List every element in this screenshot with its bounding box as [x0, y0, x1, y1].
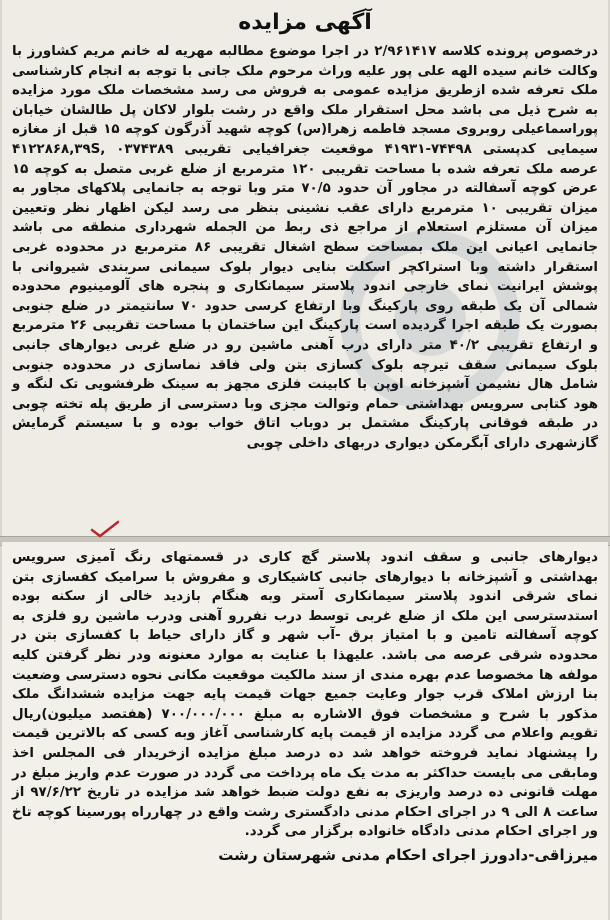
notice-body-top: [12, 42, 598, 453]
signature-line: میرزاقی-دادورز اجرای احکام مدنی شهرستان رشت: [218, 845, 598, 864]
newspaper-clip-bottom: [2, 542, 608, 920]
newspaper-clip-top: [2, 0, 608, 538]
notice-body-bottom: [12, 548, 598, 842]
notice-title: آگهی مزایده: [238, 10, 372, 35]
bottom-paragraph: دیوارهای جانبی و سقف اندود پلاستر گچ کاری در قسمتهای رنگ آمیزی سرویس بهداشتی و آشپزخانه با دیوارهای جانبی کاشیکاری و مفروش با سرامیک کفسازی بتن نمای شرقی اندود پلاستر سیمانکاری آستر وبه هنگام بازدید خالی از سکنه بوده استدسترسی این ملک از ضلع غربی توسط درب نفررو آهنی ودرب ماشین رو فلزی به کوچه آسفالته تامین و با امتیاز برق -آب شهر و گاز دارای حیاط با کفسازی بتن در محدوده شرقی عرصه می باشد. علیهذا با عنایت به موارد معنونه ودر نظر گرفتن کلیه مولفه ها مخصوصا عدم بهره مندی از سند مالکیت موقعیت مکانی نحوه دسترسی وضعیت بنا ارزش املاک قرب جوار وعایت جمیع جهات قیمت پایه جهت مزایده ششدانگ ملک مذکور با شرح و مشخصات فوق الاشاره به مبلغ ۷۰۰/۰۰۰/۰۰۰ (هفتصد میلیون)ریال تقویم واعلام می گردد مزایده از قیمت پایه کارشناسی آغاز وبه کسی که بالاترین قیمت را پیشنهاد نماید فروخته خواهد شد ده درصد مبلغ مزایده ازخریدار فی المجلس اخذ ومابقی می بایست حداکثر به مدت یک ماه پرداخت می گردد در صورت عدم واریز مبلغ در مهلت قانونی ده درصد واریزی به نفع دولت ضبط خواهد شد مزایده در تاریخ ۹۷/۶/۲۲ از ساعت ۸ الی ۹ در اجرای احکام مدنی دادگستری رشت واقع در چهارراه پورسینا کوچه تاخ ور اجرای احکام مدنی دادگاه خانواده برگزار می گردد.: [12, 550, 598, 840]
top-paragraph: درخصوص پرونده کلاسه ۲/۹۶۱۴۱۷ در اجرا موضوع مطالبه مهریه له خانم مریم کشاورز با وکالت خانم سیده الهه علی پور علیه وراث مرحوم ملک جانی با توجه به انجام کارشناسی ملک تعرفه شده ازطریق مزایده عمومی به فروش می رسد مشخصات ملک مورد مزایده به شرح ذیل می باشد محل استقرار ملک واقع در رشت بلوار لاکان پل طالشان خیابان پوراسماعیلی روبروی مسجد فاطمه زهرا(س) کوچه شهید آذرگون کوچه ۱۵ قبل از مغازه سیمایی کدپستی ۷۴۴۹۸-۴۱۹۳۱ موقعیت جغرافیایی تقریبی ۰۳۷۴۳۸۹ ,۴۱۲۲۸۶۸,۳۹S عرصه ملک تعرفه شده با مساحت تقریبی ۱۲۰ مترمربع از ضلع غربی متصل به کوچه ۱۵ عرض کوچه آسفالته در مجاور آن حدود ۷۰/۵ متر وبا توجه به جانمایی پلاکهای مجاور به میزان تقریبی ۱۰ مترمربع دارای عقب نشینی بنظر می رسد لیکن اظهار نظر وتعیین میزان آن مستلزم استعلام از مراجع ذی ربط من الجمله شهرداری منطقه می باشد جانمایی اعیانی این ملک بمساحت سطح اشغال تقریبی ۸۶ مترمربع در محدوده غربی استقرار داشته وبا استراکچر اسکلت بنایی دیوار بلوک سیمانی سربندی شیروانی با پوشش ایرانیت نمای خارجی اندود پلاستر سیمانکاری و پنجره های آلومینیوم محدوده شمالی آن یک طبقه روی پارکینگ وبا ارتفاع کرسی حدود ۷۰ سانتیمتر در ضلع جنوبی بصورت یک طبقه اجرا گردیده است پارکینگ این ساختمان با مساحت تقریبی ۲۶ مترمربع و ارتفاع تقریبی ۴۰/۲ متر دارای درب آهنی ماشین رو در ضلع غربی دیوارهای جانبی بلوک سیمانی سقف تیرچه بلوک کسازی بتن ولی فاقد نماسازی در محدوده جنوبی شامل هال نشیمن آشپزخانه اوپن با کابینت فلزی مجهز به سینک ظرفشویی تک لنگه و هود کتابی سرویس بهداشتی حمام وتوالت مجزی وبا دسترسی از طریق پله تخته چوبی در طبقه فوقانی پارکینگ مشتمل بر دوباب اتاق خواب بوده و با سیستم گرمایش گازشهری دارای آبگرمکن دیواری دربهای داخلی چوبی: [12, 44, 599, 451]
pen-tick-icon: [90, 520, 120, 538]
